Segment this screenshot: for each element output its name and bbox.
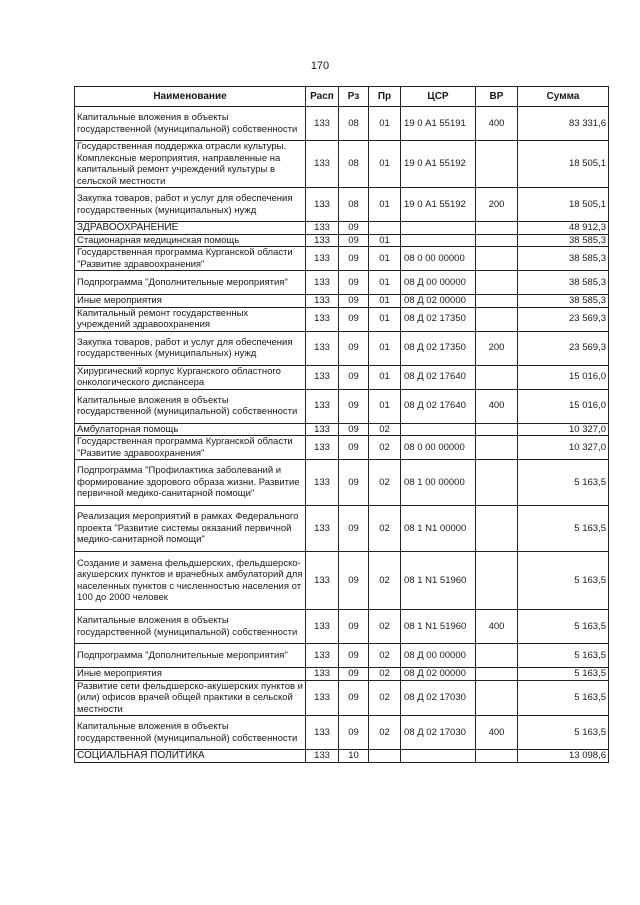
row-rz: 09 <box>339 271 369 295</box>
table-row <box>75 716 609 750</box>
row-csr: 08 0 00 00000 <box>401 436 476 460</box>
row-name: Иные мероприятия <box>75 668 306 681</box>
row-pr: 01 <box>369 188 401 222</box>
row-csr: 08 Д 00 00000 <box>401 271 476 295</box>
row-csr: 08 Д 02 17640 <box>401 389 476 423</box>
row-csr: 08 0 00 00000 <box>401 247 476 271</box>
header-sum: Сумма <box>518 87 609 107</box>
row-rz: 09 <box>339 680 369 716</box>
row-csr: 08 1 00 00000 <box>401 460 476 506</box>
row-rasp: 133 <box>306 271 339 295</box>
row-name: Иные мероприятия <box>75 295 306 308</box>
row-rasp: 133 <box>306 423 339 436</box>
row-vr <box>476 506 518 552</box>
table-row <box>75 295 609 308</box>
row-rz: 09 <box>339 552 369 610</box>
row-pr: 01 <box>369 107 401 141</box>
table-row <box>75 423 609 436</box>
table-row <box>75 234 609 247</box>
row-sum: 10 327,0 <box>518 423 609 436</box>
row-name: Закупка товаров, работ и услуг для обеспечения государственных (муниципальных) нужд <box>75 331 306 365</box>
row-sum: 48 912,3 <box>518 222 609 235</box>
row-rz: 09 <box>339 247 369 271</box>
row-sum: 18 505,1 <box>518 141 609 188</box>
row-rz: 09 <box>339 331 369 365</box>
row-pr: 01 <box>369 331 401 365</box>
row-pr: 02 <box>369 716 401 750</box>
row-vr <box>476 668 518 681</box>
row-name: Развитие сети фельдшерско-акушерских пунктов и (или) офисов врачей общей практики в сельской местности <box>75 680 306 716</box>
row-rasp: 133 <box>306 389 339 423</box>
row-name: Реализация мероприятий в рамках Федерального проекта "Развитие системы оказаний первичной медико-санитарной помощи" <box>75 506 306 552</box>
table-row <box>75 307 609 331</box>
table-row <box>75 506 609 552</box>
row-sum: 38 585,3 <box>518 271 609 295</box>
row-vr: 200 <box>476 331 518 365</box>
row-name: Закупка товаров, работ и услуг для обеспечения государственных (муниципальных) нужд <box>75 188 306 222</box>
row-csr: 08 Д 02 17350 <box>401 331 476 365</box>
row-sum: 5 163,5 <box>518 552 609 610</box>
row-rz: 09 <box>339 460 369 506</box>
row-csr: 19 0 А1 55192 <box>401 188 476 222</box>
table-row <box>75 644 609 668</box>
row-vr <box>476 423 518 436</box>
row-csr: 08 Д 02 17350 <box>401 307 476 331</box>
row-rasp: 133 <box>306 506 339 552</box>
row-name: Капитальный ремонт государственных учреждений здравоохранения <box>75 307 306 331</box>
header-rz: Рз <box>339 87 369 107</box>
row-rz: 10 <box>339 750 369 763</box>
row-rz: 09 <box>339 307 369 331</box>
row-vr <box>476 222 518 235</box>
row-rasp: 133 <box>306 234 339 247</box>
row-rasp: 133 <box>306 552 339 610</box>
row-vr <box>476 141 518 188</box>
row-name: Капитальные вложения в объекты государственной (муниципальной) собственности <box>75 716 306 750</box>
row-rz: 09 <box>339 506 369 552</box>
row-name: Подпрограмма "Профилактика заболеваний и формирование здорового образа жизни. Развитие первичной медико-санитарной помощи" <box>75 460 306 506</box>
row-rasp: 133 <box>306 436 339 460</box>
row-rz: 09 <box>339 610 369 644</box>
row-sum: 5 163,5 <box>518 716 609 750</box>
row-pr: 02 <box>369 644 401 668</box>
row-sum: 5 163,5 <box>518 644 609 668</box>
row-name: Амбулаторная помощь <box>75 423 306 436</box>
budget-table <box>74 86 609 763</box>
table-row <box>75 460 609 506</box>
row-csr: 08 Д 02 17030 <box>401 716 476 750</box>
row-name: Создание и замена фельдшерских, фельдшерско-акушерских пунктов и врачебных амбулаторий для населенных пунктов с численностью населения от 100 до 2000 человек <box>75 552 306 610</box>
row-rasp: 133 <box>306 716 339 750</box>
row-rasp: 133 <box>306 644 339 668</box>
row-pr: 01 <box>369 365 401 389</box>
row-pr: 02 <box>369 423 401 436</box>
row-sum: 5 163,5 <box>518 506 609 552</box>
row-rasp: 133 <box>306 680 339 716</box>
row-sum: 18 505,1 <box>518 188 609 222</box>
header-rasp: Расп <box>306 87 339 107</box>
row-pr: 01 <box>369 307 401 331</box>
row-sum: 83 331,6 <box>518 107 609 141</box>
row-rasp: 133 <box>306 610 339 644</box>
row-vr: 400 <box>476 716 518 750</box>
row-vr <box>476 234 518 247</box>
row-name: Хирургический корпус Курганского областного онкологического диспансера <box>75 365 306 389</box>
row-sum: 5 163,5 <box>518 610 609 644</box>
row-rz: 09 <box>339 644 369 668</box>
row-vr <box>476 750 518 763</box>
row-rasp: 133 <box>306 460 339 506</box>
row-pr: 01 <box>369 295 401 308</box>
row-pr <box>369 750 401 763</box>
row-vr: 400 <box>476 610 518 644</box>
row-pr: 01 <box>369 247 401 271</box>
table-row <box>75 365 609 389</box>
row-rasp: 133 <box>306 295 339 308</box>
row-csr: 08 Д 00 00000 <box>401 644 476 668</box>
row-vr <box>476 247 518 271</box>
header-pr: Пр <box>369 87 401 107</box>
table-row <box>75 750 609 763</box>
table-row <box>75 668 609 681</box>
row-name: Капитальные вложения в объекты государственной (муниципальной) собственности <box>75 107 306 141</box>
row-sum: 10 327,0 <box>518 436 609 460</box>
row-pr: 01 <box>369 271 401 295</box>
row-rz: 09 <box>339 365 369 389</box>
row-rasp: 133 <box>306 222 339 235</box>
row-name: Подпрограмма "Дополнительные мероприятия" <box>75 644 306 668</box>
row-csr: 19 0 А1 55191 <box>401 107 476 141</box>
table-row <box>75 389 609 423</box>
row-pr <box>369 222 401 235</box>
row-rasp: 133 <box>306 750 339 763</box>
row-csr: 08 1 N1 51960 <box>401 610 476 644</box>
row-name: Государственная программа Курганской области "Развитие здравоохранения" <box>75 436 306 460</box>
row-rasp: 133 <box>306 668 339 681</box>
row-sum: 13 098,6 <box>518 750 609 763</box>
row-vr <box>476 307 518 331</box>
row-rz: 08 <box>339 188 369 222</box>
row-vr <box>476 365 518 389</box>
table-row <box>75 436 609 460</box>
row-rasp: 133 <box>306 107 339 141</box>
row-name: Государственная программа Курганской области "Развитие здравоохранения" <box>75 247 306 271</box>
row-csr <box>401 423 476 436</box>
row-name: Капитальные вложения в объекты государственной (муниципальной) собственности <box>75 610 306 644</box>
row-sum: 15 016,0 <box>518 365 609 389</box>
row-pr: 02 <box>369 668 401 681</box>
row-csr: 08 1 N1 51960 <box>401 552 476 610</box>
row-rasp: 133 <box>306 307 339 331</box>
row-csr: 08 1 N1 00000 <box>401 506 476 552</box>
row-rasp: 133 <box>306 365 339 389</box>
row-sum: 5 163,5 <box>518 680 609 716</box>
row-csr: 08 Д 02 17030 <box>401 680 476 716</box>
row-sum: 38 585,3 <box>518 234 609 247</box>
row-rz: 09 <box>339 295 369 308</box>
table-row <box>75 141 609 188</box>
row-rasp: 133 <box>306 247 339 271</box>
row-rz: 08 <box>339 107 369 141</box>
row-rz: 09 <box>339 436 369 460</box>
row-pr: 02 <box>369 436 401 460</box>
row-name: ЗДРАВООХРАНЕНИЕ <box>75 222 306 235</box>
row-csr <box>401 750 476 763</box>
row-name: Государственная поддержка отрасли культуры. Комплексные мероприятия, направленные на капитальный ремонт учреждений культуры в сельской местности <box>75 141 306 188</box>
row-pr: 02 <box>369 506 401 552</box>
row-pr: 02 <box>369 460 401 506</box>
row-rasp: 133 <box>306 331 339 365</box>
row-vr <box>476 644 518 668</box>
row-sum: 38 585,3 <box>518 247 609 271</box>
row-rz: 09 <box>339 423 369 436</box>
header-csr: ЦСР <box>401 87 476 107</box>
row-vr <box>476 436 518 460</box>
row-pr: 02 <box>369 680 401 716</box>
row-csr: 19 0 А1 55192 <box>401 141 476 188</box>
header-name: Наименование <box>75 87 306 107</box>
table-row <box>75 107 609 141</box>
row-vr: 400 <box>476 107 518 141</box>
row-pr: 02 <box>369 552 401 610</box>
row-csr: 08 Д 02 17640 <box>401 365 476 389</box>
row-rz: 09 <box>339 716 369 750</box>
row-vr: 200 <box>476 188 518 222</box>
row-name: Стационарная медицинская помощь <box>75 234 306 247</box>
row-sum: 5 163,5 <box>518 460 609 506</box>
row-rz: 09 <box>339 234 369 247</box>
page-number: 170 <box>310 60 330 72</box>
row-pr: 01 <box>369 234 401 247</box>
row-name: СОЦИАЛЬНАЯ ПОЛИТИКА <box>75 750 306 763</box>
table-row <box>75 271 609 295</box>
table-row <box>75 680 609 716</box>
row-pr: 01 <box>369 141 401 188</box>
row-pr: 02 <box>369 610 401 644</box>
row-name: Капитальные вложения в объекты государственной (муниципальной) собственности <box>75 389 306 423</box>
row-sum: 23 569,3 <box>518 331 609 365</box>
row-vr <box>476 680 518 716</box>
table-row <box>75 188 609 222</box>
row-sum: 5 163,5 <box>518 668 609 681</box>
row-rz: 09 <box>339 389 369 423</box>
row-name: Подпрограмма "Дополнительные мероприятия" <box>75 271 306 295</box>
row-csr <box>401 234 476 247</box>
row-rasp: 133 <box>306 141 339 188</box>
row-vr: 400 <box>476 389 518 423</box>
row-sum: 15 016,0 <box>518 389 609 423</box>
table-row <box>75 610 609 644</box>
row-csr: 08 Д 02 00000 <box>401 668 476 681</box>
row-rz: 09 <box>339 222 369 235</box>
table-row <box>75 247 609 271</box>
table-row <box>75 552 609 610</box>
table-header-row <box>75 87 609 107</box>
row-sum: 38 585,3 <box>518 295 609 308</box>
row-vr <box>476 295 518 308</box>
row-vr <box>476 460 518 506</box>
row-vr <box>476 552 518 610</box>
row-csr <box>401 222 476 235</box>
table-row <box>75 222 609 235</box>
row-rz: 08 <box>339 141 369 188</box>
row-rz: 09 <box>339 668 369 681</box>
row-sum: 23 569,3 <box>518 307 609 331</box>
row-vr <box>476 271 518 295</box>
row-rasp: 133 <box>306 188 339 222</box>
header-vr: ВР <box>476 87 518 107</box>
row-csr: 08 Д 02 00000 <box>401 295 476 308</box>
row-pr: 01 <box>369 389 401 423</box>
table-row <box>75 331 609 365</box>
